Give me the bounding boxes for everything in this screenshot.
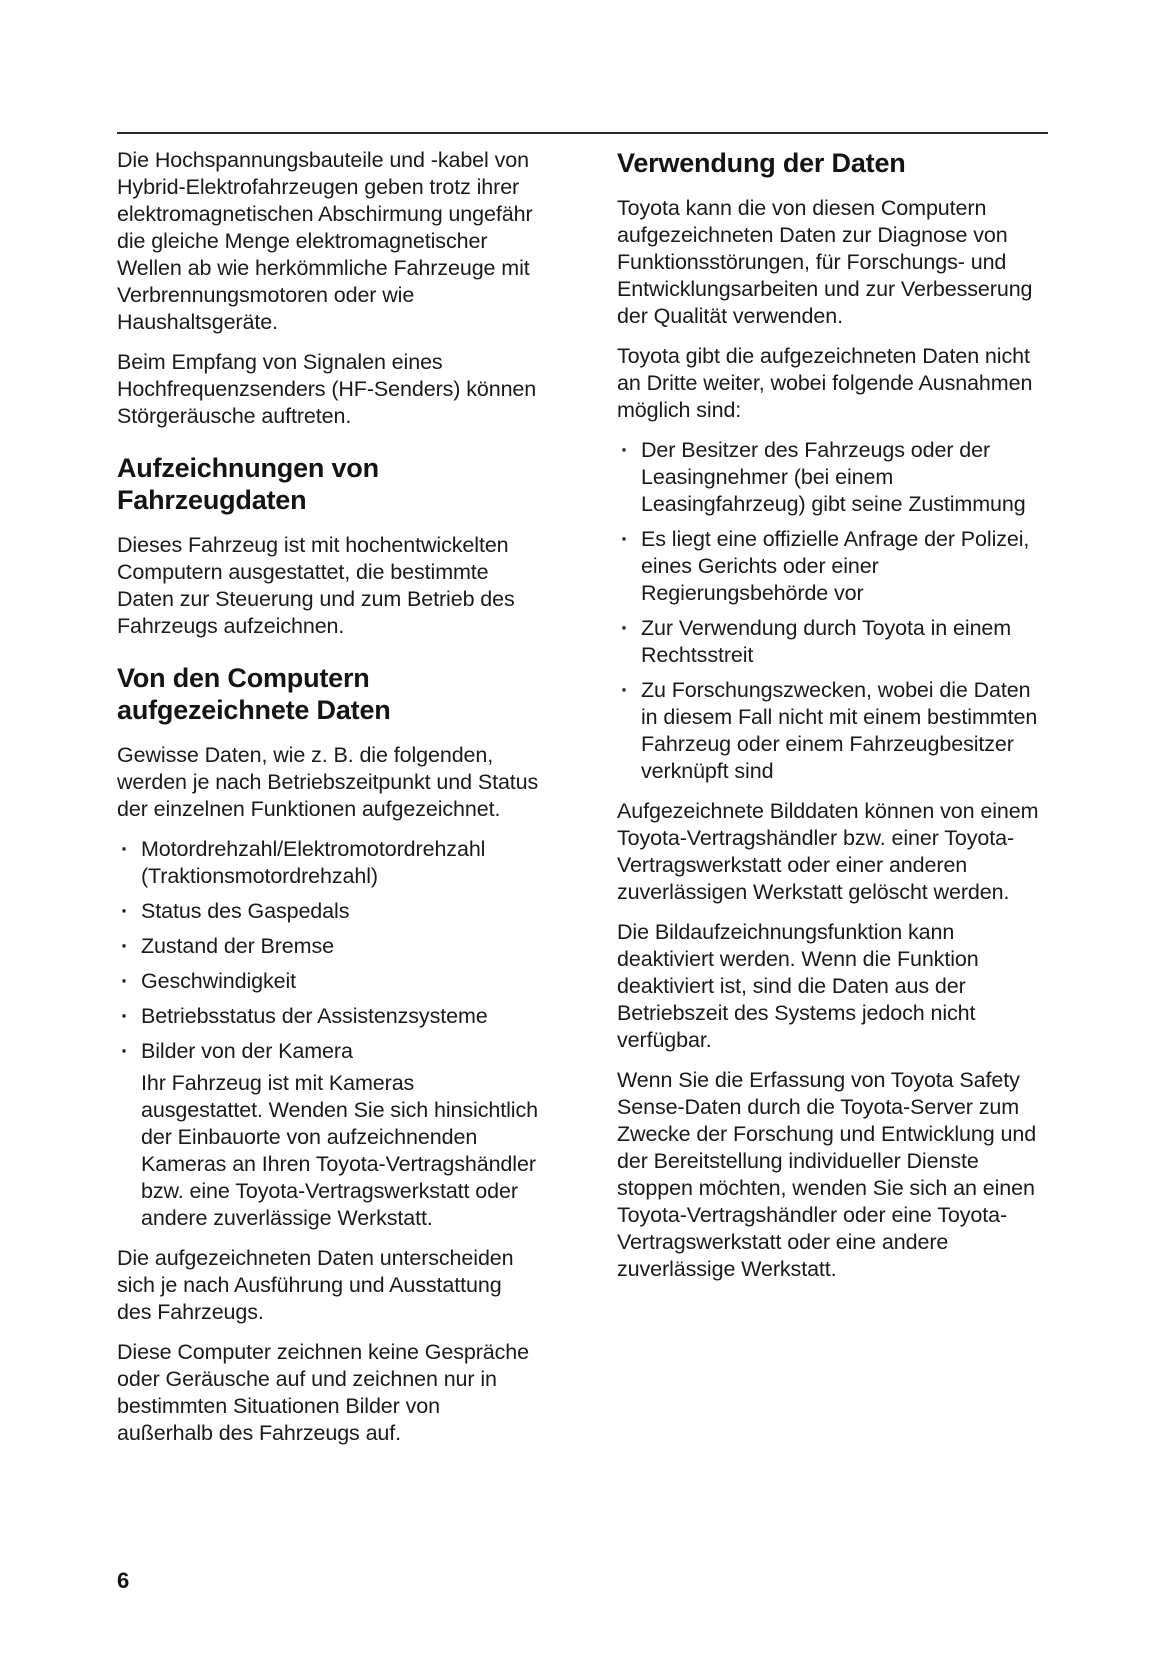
paragraph-no-audio-recording: Diese Computer zeichnen keine Gespräche oder Geräusche auf und zeichnen nur in bestimmten Situationen Bilder von außerhalb des Fahrzeugs auf.: [117, 1340, 529, 1445]
bullet-icon: ·: [621, 527, 629, 551]
page-content: [117, 132, 1048, 1460]
paragraph-vehicle-computers: Dieses Fahrzeug ist mit hochentwickelten Computern ausgestattet, die bestimmte Daten zur Steuerung und zum Betrieb des Fahrzeugs aufzeichnen.: [117, 533, 515, 638]
list-item: [117, 1003, 541, 1030]
bullet-icon: ·: [621, 438, 629, 462]
page-number: 6: [117, 1568, 130, 1593]
list-item-text: Motordrehzahl/Elektromotordrehzahl (Traktionsmotordrehzahl): [141, 837, 486, 888]
paragraph-deactivate-recording: Die Bildaufzeichnungsfunktion kann deaktiviert werden. Wenn die Funktion deaktiviert ist, sind die Daten aus der Betriebszeit des Systems jedoch nicht verfügbar.: [617, 920, 979, 1052]
list-item-text: Zur Verwendung durch Toyota in einem Rechtsstreit: [641, 616, 1012, 667]
paragraph-certain-data: Gewisse Daten, wie z. B. die folgenden, werden je nach Betriebszeitpunkt und Status der einzelnen Funktionen aufgezeichnet.: [117, 743, 539, 821]
list-item: [617, 526, 1051, 607]
bullet-icon: ·: [121, 934, 129, 958]
list-item-text: Zustand der Bremse: [141, 934, 334, 958]
bullet-icon: ·: [121, 1004, 129, 1028]
left-column: [117, 147, 541, 1460]
list-item-text: Bilder von der Kamera: [141, 1039, 353, 1063]
list-item-text: Betriebsstatus der Assistenzsysteme: [141, 1004, 488, 1028]
right-column: [617, 147, 1051, 1296]
list-item: [117, 1038, 541, 1232]
list-item-text: Status des Gaspedals: [141, 899, 350, 923]
list-item: [617, 437, 1051, 518]
paragraph-hf-sender: Beim Empfang von Signalen eines Hochfrequenzsenders (HF-Senders) können Störgeräusche auftreten.: [117, 350, 537, 428]
bullet-icon: ·: [621, 616, 629, 640]
two-column-layout: [117, 147, 1048, 1460]
bullet-icon: ·: [121, 899, 129, 923]
exceptions-list: [617, 437, 1051, 785]
recorded-data-list: [117, 836, 541, 1232]
list-item: [117, 933, 541, 960]
paragraph-recorded-data-differ: Die aufgezeichneten Daten unterscheiden sich je nach Ausführung und Ausstattung des Fahrzeugs.: [117, 1246, 514, 1324]
list-item: [617, 615, 1051, 669]
list-item-text: Geschwindigkeit: [141, 969, 297, 993]
paragraph-safety-sense-optout: Wenn Sie die Erfassung von Toyota Safety Sense-Daten durch die Toyota-Server zum Zwecke der Forschung und Entwicklung und der Bereitstellung individueller Dienste stoppen möchten, wenden Sie sich an einen Toyota-Vertragshändler oder eine Toyota-Vertragswerkstatt oder eine andere zuverlässige Werkstatt.: [617, 1068, 1037, 1281]
paragraph-image-data-deletion: Aufgezeichnete Bilddaten können von einem Toyota-Vertragshändler bzw. einer Toyota-Vertragswerkstatt oder einer anderen zuverlässigen Werkstatt gelöscht werden.: [617, 799, 1039, 904]
paragraph-toyota-data-use: Toyota kann die von diesen Computern aufgezeichneten Daten zur Diagnose von Funktionsstörungen, für Forschungs- und Entwicklungsarbeiten und zur Verbesserung der Qualität verwenden.: [617, 196, 1033, 328]
bullet-icon: ·: [121, 837, 129, 861]
list-item-text: Es liegt eine offizielle Anfrage der Polizei, eines Gerichts oder einer Regierungsbehörde vor: [641, 527, 1030, 605]
list-item-text: Der Besitzer des Fahrzeugs oder der Leasingnehmer (bei einem Leasingfahrzeug) gibt seine Zustimmung: [641, 438, 1026, 516]
list-item: [617, 677, 1051, 785]
bullet-icon: ·: [121, 1039, 129, 1063]
paragraph-high-voltage: Die Hochspannungsbauteile und -kabel von Hybrid-Elektrofahrzeugen geben trotz ihrer elektromagnetischen Abschirmung ungefähr die gleiche Menge elektromagnetischer Wellen ab wie herkömmliche Fahrzeuge mit Verbrennungsmotoren oder wie Haushaltsgeräte.: [117, 148, 533, 334]
list-item: [117, 968, 541, 995]
list-item: [117, 898, 541, 925]
bullet-icon: ·: [121, 969, 129, 993]
paragraph-no-third-parties: Toyota gibt die aufgezeichneten Daten nicht an Dritte weiter, wobei folgende Ausnahmen möglich sind:: [617, 344, 1033, 422]
heading-data-usage: Verwendung der Daten: [617, 148, 906, 178]
list-item-subtext: Ihr Fahrzeug ist mit Kameras ausgestattet. Wenden Sie sich hinsichtlich der Einbauorte von aufzeichnenden Kameras an Ihren Toyota-Vertragshändler bzw. eine Toyota-Vertragswerkstatt oder andere zuverlässige Werkstatt.: [141, 1071, 538, 1230]
list-item: [117, 836, 541, 890]
bullet-icon: ·: [621, 678, 629, 702]
heading-vehicle-data-recordings: Aufzeichnungen von Fahrzeugdaten: [117, 453, 379, 515]
list-item-text: Zu Forschungszwecken, wobei die Daten in diesem Fall nicht mit einem bestimmten Fahrzeug oder einem Fahrzeugbesitzer verknüpft sind: [641, 678, 1038, 783]
heading-data-recorded-by-computers: Von den Computern aufgezeichnete Daten: [117, 663, 391, 725]
